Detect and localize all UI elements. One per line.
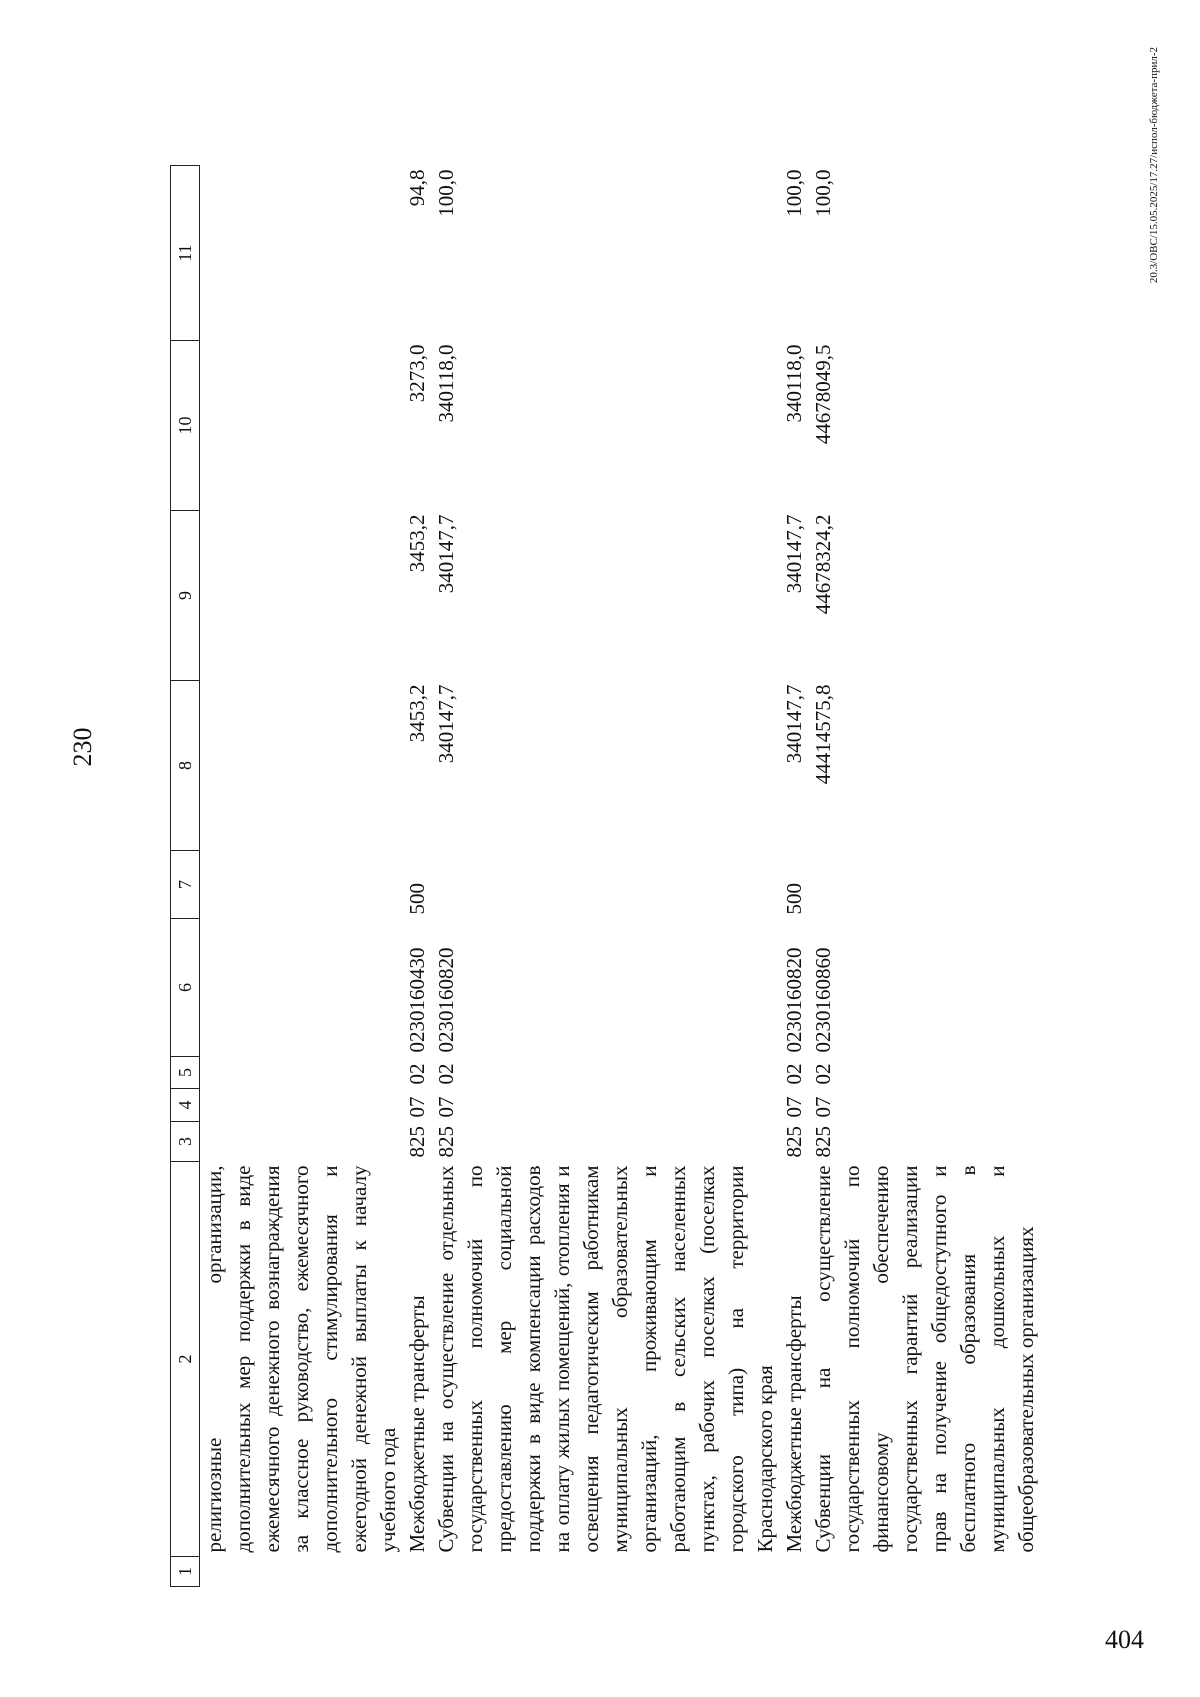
- row-description: Межбюджетные трансферты: [405, 1295, 429, 1553]
- row-col-4: 07: [782, 1096, 806, 1118]
- row-col-8: 340147,7: [782, 684, 806, 764]
- table-row: [432, 166, 780, 1587]
- row-col-9: [200, 511, 404, 681]
- row-col-7: [200, 851, 404, 919]
- column-header: 11: [171, 166, 200, 341]
- row-col-5: 02: [405, 1063, 429, 1085]
- row-col-10: 3273,0: [405, 344, 429, 403]
- table-row: [403, 166, 432, 1587]
- row-col-11: 100,0: [434, 169, 458, 217]
- row-col-1: [200, 1557, 404, 1587]
- row-col-7: [809, 851, 1041, 919]
- table-row: [200, 166, 404, 1587]
- column-header: 1: [171, 1557, 200, 1587]
- row-col-11: [200, 166, 404, 341]
- row-col-9: 340147,7: [434, 514, 458, 594]
- row-col-4: [200, 1089, 404, 1122]
- column-header: 2: [171, 1162, 200, 1557]
- row-description: Межбюджетные трансферты: [782, 1295, 806, 1553]
- row-col-3: 825: [782, 1126, 806, 1158]
- page-number-bottom: 404: [1105, 1625, 1144, 1654]
- row-col-11: 94,8: [405, 169, 429, 207]
- column-header: 8: [171, 681, 200, 851]
- row-col-10: [200, 341, 404, 511]
- row-col-9: 44678324,2: [811, 514, 835, 615]
- row-col-5: [200, 1057, 404, 1089]
- row-col-1: [780, 1557, 809, 1587]
- row-col-5: 02: [434, 1063, 458, 1085]
- column-header: 9: [171, 511, 200, 681]
- row-col-10: 340118,0: [434, 344, 458, 423]
- row-col-7: 500: [405, 883, 429, 915]
- row-description: религиозные организации, дополнительных мер поддержки в виде ежемесячного денежного вознаграждения за классное руководство, ежемесячного дополнительного стимулирования и ежегодной денежной выплаты к началу учебного года: [202, 1165, 400, 1553]
- row-col-6: 0230160430: [405, 947, 429, 1053]
- row-description: Субвенции на осуществление отдельных государственных полномочий по предоставлению мер социальной поддержки в виде компенсации расходов на оплату жилых помещений, отопления и освещения педагогическим работникам муниципальных образовательных организаций, проживающим и работающим в сельских населенных пунктах, рабочих поселках (поселках городского типа) на территории Краснодарского края: [434, 1165, 777, 1553]
- budget-table: [170, 165, 1041, 1587]
- footer-code: 20.3/ОВС/15.05.2025/17.27/испол-бюджета-прил-2: [1148, 47, 1160, 284]
- row-col-11: 100,0: [811, 169, 835, 217]
- row-col-4: 07: [811, 1096, 835, 1118]
- row-col-1: [432, 1557, 780, 1587]
- row-col-3: 825: [811, 1126, 835, 1158]
- table-row: [809, 166, 1041, 1587]
- table-row: [780, 166, 809, 1587]
- row-col-8: 340147,7: [434, 684, 458, 764]
- column-header: 5: [171, 1057, 200, 1089]
- column-header: 4: [171, 1089, 200, 1122]
- row-col-7: [432, 851, 780, 919]
- row-col-6: 0230160860: [811, 947, 835, 1053]
- row-col-3: [200, 1122, 404, 1162]
- table-header-row: [171, 166, 200, 1587]
- row-col-5: 02: [782, 1063, 806, 1085]
- row-col-8: 3453,2: [405, 684, 429, 743]
- row-col-5: 02: [811, 1063, 835, 1085]
- row-col-8: [200, 681, 404, 851]
- row-col-9: 3453,2: [405, 514, 429, 573]
- row-col-9: 340147,7: [782, 514, 806, 594]
- row-col-6: [200, 919, 404, 1057]
- row-col-11: 100,0: [782, 169, 806, 217]
- column-header: 10: [171, 341, 200, 511]
- column-header: 6: [171, 919, 200, 1057]
- row-col-10: 44678049,5: [811, 344, 835, 445]
- row-col-4: 07: [405, 1096, 429, 1118]
- row-description: Субвенции на осуществление государственных полномочий по финансовому обеспечению государственных гарантий реализации прав на получение общедоступного и бесплатного образования в муниципальных дошкольных и общеобразовательных организациях: [811, 1165, 1038, 1553]
- row-col-8: 44414575,8: [811, 684, 835, 785]
- row-col-3: 825: [405, 1126, 429, 1158]
- row-col-7: 500: [782, 883, 806, 915]
- row-col-10: 340118,0: [782, 344, 806, 423]
- row-col-4: 07: [434, 1096, 458, 1118]
- row-col-6: 0230160820: [434, 947, 458, 1053]
- row-col-6: 0230160820: [782, 947, 806, 1053]
- row-col-3: 825: [434, 1126, 458, 1158]
- column-header: 3: [171, 1122, 200, 1162]
- page-number-top: 230: [68, 727, 97, 767]
- column-header: 7: [171, 851, 200, 919]
- row-col-1: [403, 1557, 432, 1587]
- row-col-1: [809, 1557, 1041, 1587]
